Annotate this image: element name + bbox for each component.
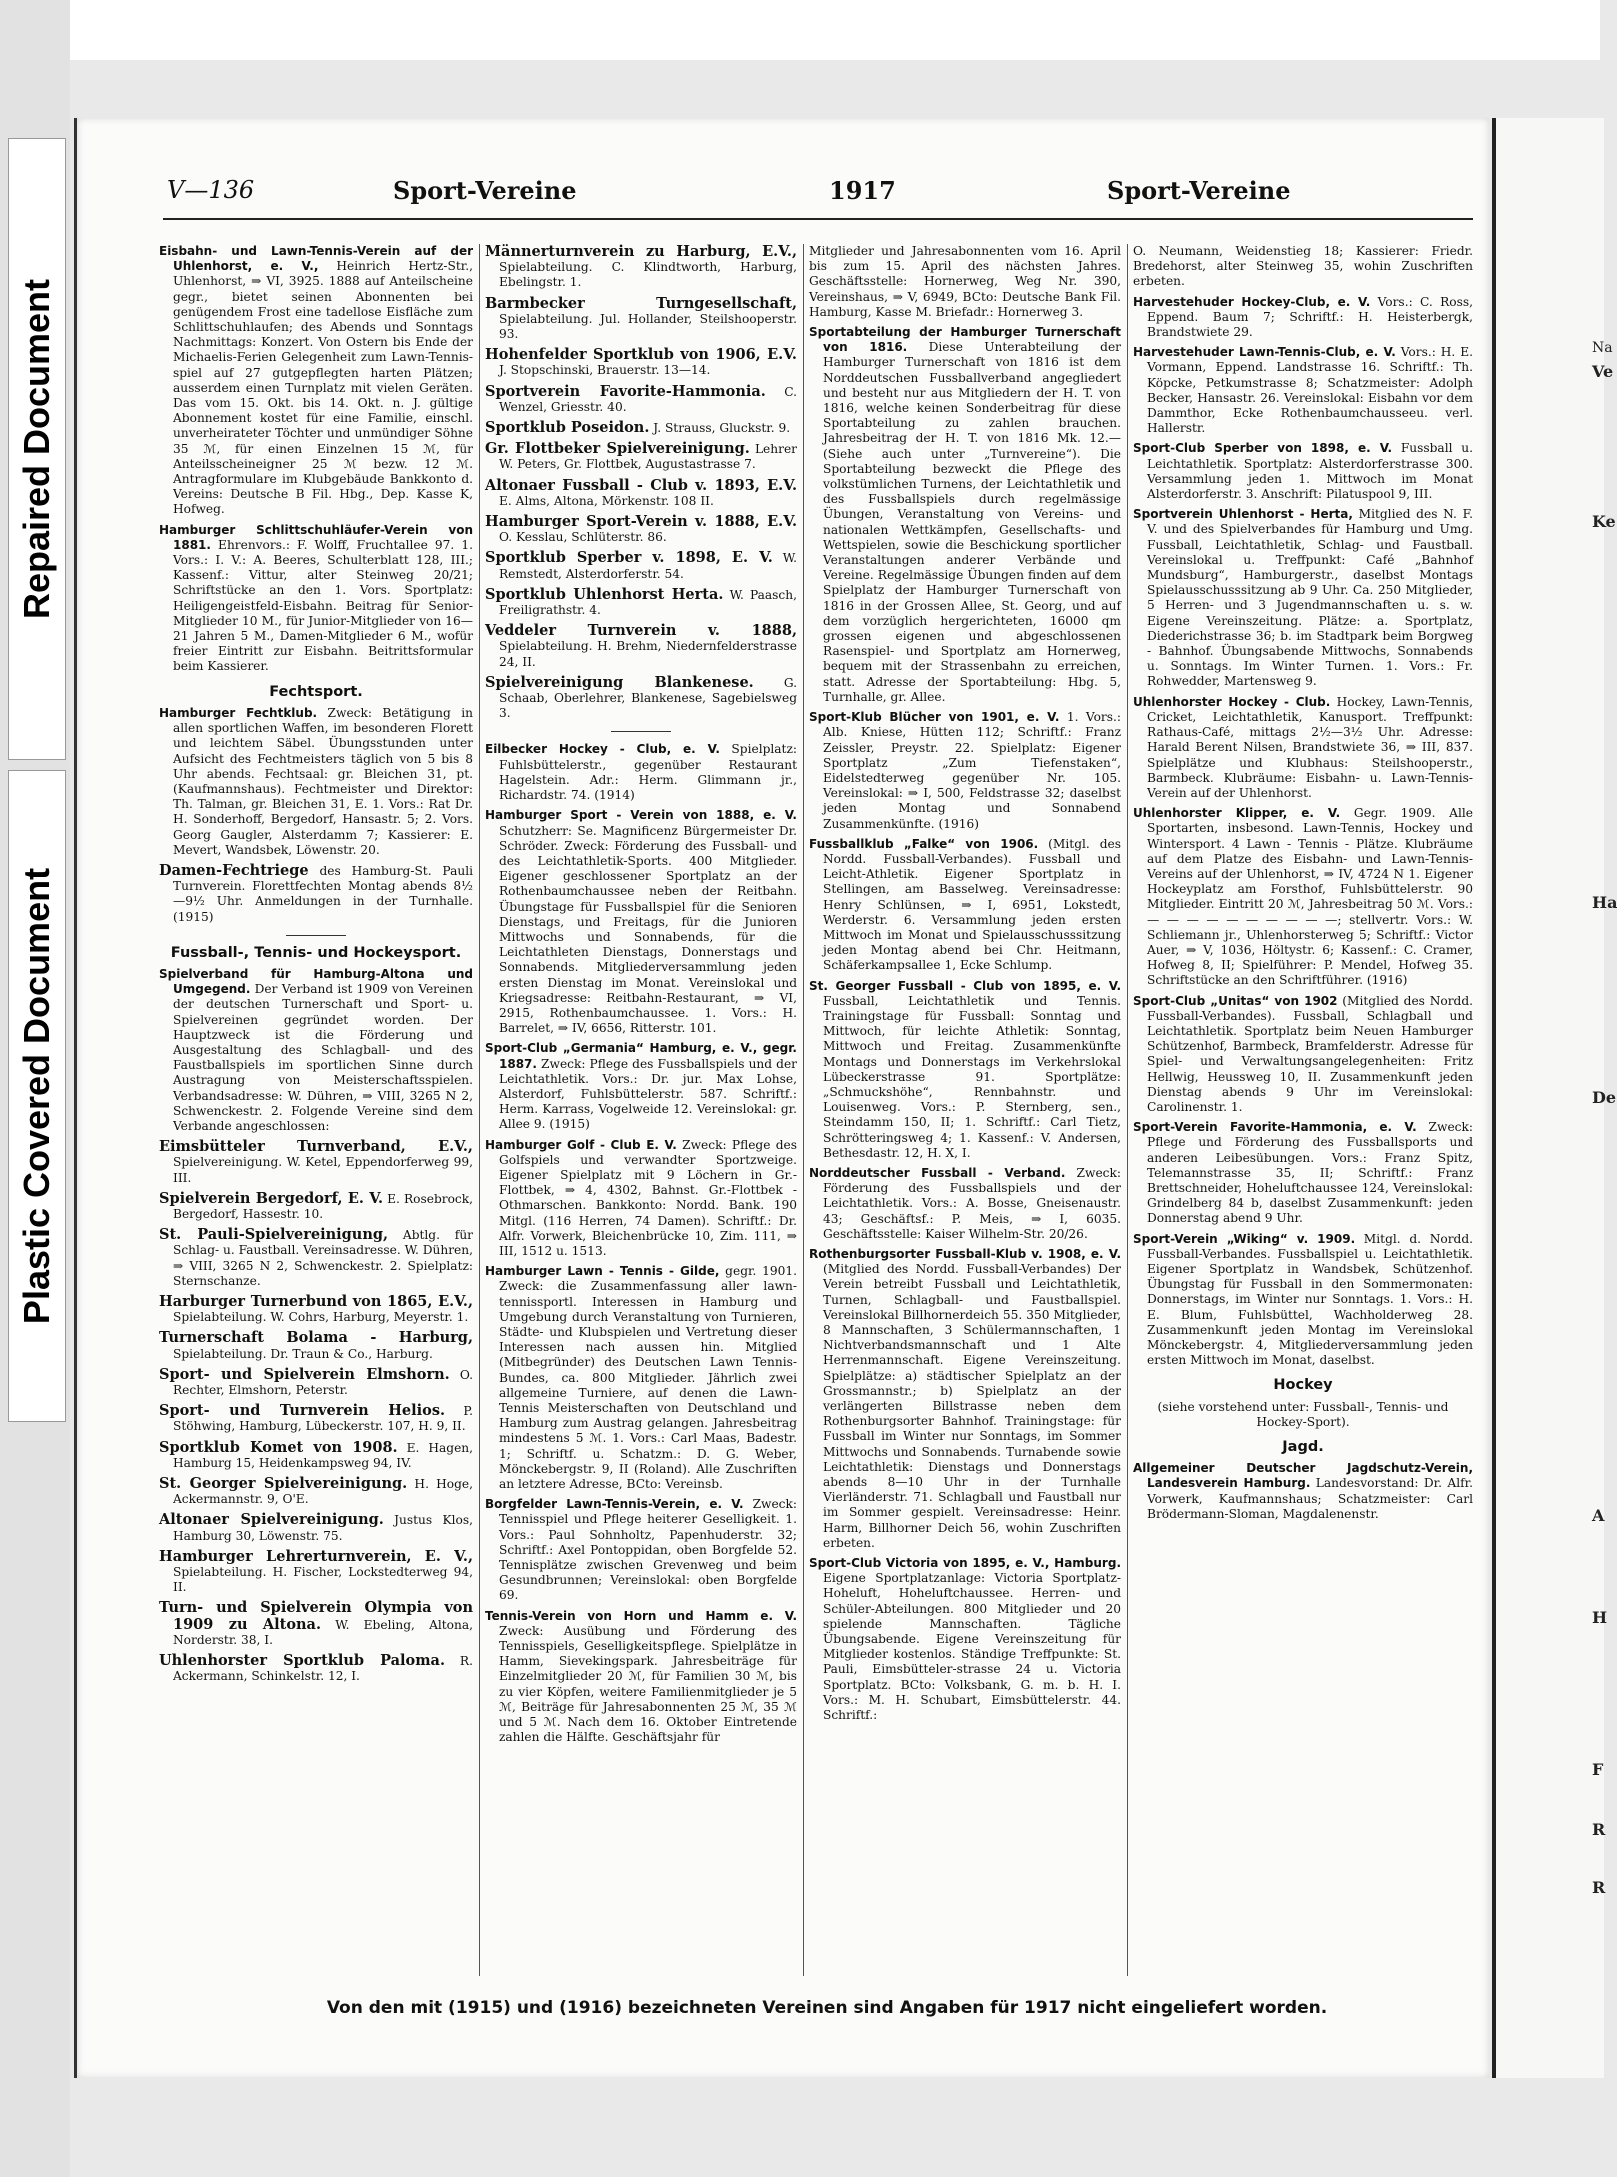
- club-entry: [1133, 806, 1473, 988]
- club-name: Altonaer Fussball - Club v. 1893, E.V.: [485, 476, 797, 494]
- repaired-document-text: Repaired Document: [16, 278, 57, 620]
- club-entry: [809, 1556, 1121, 1723]
- right-fragment: Ve: [1592, 362, 1614, 381]
- club-name: Tennis-Verein von Horn und Hamm e. V.: [485, 1608, 797, 1623]
- club-entry: [159, 1139, 473, 1186]
- club-details: Zweck: Betätigung in allen sportlichen Waffen, im besonderen Florett und leichtem Säbel. Übungsstunden unter Aufsicht des Fechtmeisters täglich von 5 bis 8 Uhr abends. Fechtsaal: gr. Bleichen 31, pt. (Kaufmannshaus). Fechtmeister und Direktor: Th. Talman, gr. Bleichen 31, E. 1. Vors.: Rat Dr. H. Sonderhoff, Bergedorf, Hansastr. 5; 2. Vors. Georg Gaugler, Alsterdamm 7; Kassierer: E. Mevert, Wandsbek, Löwenstr. 20.: [173, 705, 474, 857]
- club-details: W. Remstedt, Alsterdorferstr. 54.: [499, 551, 797, 581]
- section-rule: [286, 935, 346, 936]
- club-details: Vors.: C. Ross, Eppend. Baum 7; Schriftf.: H. Heisterbergk, Brandstwiete 29.: [1147, 294, 1473, 340]
- club-entry: [809, 1247, 1121, 1551]
- club-details: Spielabteilung. Dr. Traun & Co., Harburg.: [173, 1346, 433, 1361]
- club-name: Norddeutscher Fussball - Verband.: [809, 1165, 1066, 1180]
- club-details: O. Kesslau, Schlüterstr. 86.: [499, 530, 667, 545]
- right-fragment: Ke: [1592, 512, 1616, 531]
- club-name: Sport- und Turnverein Helios.: [159, 1402, 446, 1420]
- club-name: Allgemeiner Deutscher Jagdschutz-Verein, Landesverein Hamburg.: [1133, 1461, 1473, 1491]
- year-heading: 1917: [829, 176, 896, 205]
- club-entry: [485, 514, 797, 545]
- club-entry: [159, 1191, 473, 1222]
- club-name: Sport-Club „Unitas“ von 1902: [1133, 993, 1338, 1008]
- club-entry: [485, 587, 797, 618]
- club-details: Spielabteilung. C. Klindtworth, Harburg, Ebelingstr. 1.: [499, 260, 797, 290]
- club-entry: [485, 1138, 797, 1260]
- club-details: Zweck: Förderung des Fussballspiels und der Leichtathletik. Vors.: A. Bosse, Gneisenaustr. 43; Geschäftsf.: P. Meis, ⇒ I, 6035. Geschäftsstelle: Kaiser Wilhelm-Str. 20/26.: [823, 1165, 1121, 1241]
- club-entry: [159, 967, 473, 1134]
- club-name: Sport- und Spielverein Elmshorn.: [159, 1365, 450, 1383]
- club-entry: [809, 837, 1121, 974]
- club-name: St. Pauli-Spielvereinigung,: [159, 1226, 389, 1244]
- club-entry: [159, 1440, 473, 1471]
- club-entry: [159, 1367, 473, 1398]
- club-name: St. Georger Fussball - Club von 1895, e. V.: [809, 978, 1121, 993]
- club-details: W. Paasch, Freiligrathstr. 4.: [499, 587, 797, 618]
- club-name: Barmbecker Turngesellschaft,: [485, 294, 797, 312]
- club-name: St. Georger Spielvereinigung.: [159, 1475, 408, 1493]
- club-entry: [485, 808, 797, 1036]
- club-entry: [1133, 507, 1473, 689]
- adjacent-page-edge: [1492, 118, 1617, 2078]
- club-name: Harvestehuder Lawn-Tennis-Club, e. V.: [1133, 345, 1396, 360]
- club-name: Sport-Club „Germania“ Hamburg, e. V., gegr. 1887.: [485, 1041, 797, 1071]
- club-entry: [159, 1403, 473, 1434]
- club-name: Männerturnverein zu Harburg, E.V.,: [485, 243, 797, 260]
- text-column-4: [1133, 244, 1473, 1976]
- continued-text: Mitglieder und Jahresabonnenten vom 16. April bis zum 15. April des nächsten Jahres. Geschäftsstelle: Hornerweg, Weg Nr. 390, Vereinshaus, ⇒ V, 6949, BCto: Deutsche Bank Fil. Hamburg, Kasse M. Briefadr.: Hornerweg 3.: [809, 244, 1121, 319]
- club-name: Sportklub Komet von 1908.: [159, 1438, 398, 1456]
- club-details: Mitglied des N. F. V. und des Spielverbandes für Hamburg und Umg. Fussball, Leichtathletik, Schlag- und Faustball. Vereinslokal u. Treffpunkt: Café „Bahnhof Mundsburg“, Hamburgerstr., daselbst Montags Spielausschusssitzung ab 9 Uhr. Ca. 250 Mitglieder, 5 Herren- und 3 Jugendmannschaften u. s. w. Eigene Vereinszeitung. Plätze: a. Sportplatz, Diederichstrasse 36; b. im Stadtpark beim Borgweg - Bahnhof. Übungsabende Mittwochs, Sonnabends u. Sonntags. Im Winter Turnen. 1. Vors.: Fr. Rohwedder, Martensweg 9.: [1147, 507, 1474, 689]
- club-name: Spielverein Bergedorf, E. V.: [159, 1189, 383, 1207]
- column-divider: [803, 244, 804, 1976]
- section-heading: Fechtsport.: [269, 683, 363, 700]
- club-details: (Mitglied des Nordd. Fussball-Verbandes) Der Verein betreibt Fussball und Leichtathletik, Turnen, Schlagball- und Faustballspiel. Vereinslokal Billhornerdeich 55. 350 Mitglieder, 8 Mannschaften, 3 Schülermannschaften, 1 Nichtverbandsmannschaft und 1 Alte Herrenmannschaft. Eigene Vereinszeitung. Spielplätze: a) städtischer Spielplatz an der Grossmannstr.; b) Spielplatz an der verlängerten Billstrasse neben dem Rothenburgsorter Bahnhof. Trainingstage: für Fussball im Winter nur Sonntags, im Sommer Mittwochs und Sonnabends. Turnabende sowie Leichtathletik: Dienstags und Donnerstags abends 8—10 Uhr in der Turnhalle Vierländerstr. 71. Schlagball und Faustball nur im Sommer gespielt. Vereinsadresse: Heinr. Harm, Billhorner Deich 56, wohin Zuschriften erbeten.: [823, 1262, 1121, 1550]
- club-name: Hamburger Sport-Verein v. 1888, E.V.: [485, 513, 797, 531]
- club-details: Spielplatz: Fuhlsbüttelerstr., gegenüber Restaurant Hagelstein. Adr.: Herm. Glimmann jr., Richardstr. 74. (1914): [499, 742, 797, 803]
- directory-page: [74, 118, 1489, 2078]
- club-entry: [485, 384, 797, 415]
- page-number: V—136: [167, 176, 255, 204]
- club-details: Spielabteilung. W. Cohrs, Harburg, Meyerstr. 1.: [173, 1310, 469, 1325]
- club-details: W. Ebeling, Altona, Norderstr. 38, I.: [173, 1617, 474, 1647]
- club-entry: [159, 706, 473, 858]
- club-entry: [485, 420, 797, 436]
- club-name: Sportklub Uhlenhorst Herta.: [485, 585, 724, 603]
- club-entry: [159, 1227, 473, 1289]
- club-entry: [1133, 695, 1473, 801]
- club-details: Mitgl. d. Nordd. Fussball-Verbandes. Fussballspiel u. Leichtathletik. Eigener Sportplatz in Wandsbek, Schützenhof. Übungstag für Fussball in den Sommermonaten: Donnerstags, im Winter nur Sonntags. 1. Vors.: H. E. Blum, Fuhlsbüttel, Wachholderweg 28. Zusammenkunft jeden Montag im Vereinslokal Mönckebergstr. 4, Mitgliederversammlung jeden ersten Mittwoch im Monat, daselbst.: [1147, 1231, 1473, 1368]
- club-name: Harvestehuder Hockey-Club, e. V.: [1133, 294, 1371, 309]
- club-details: C. Wenzel, Griesstr. 40.: [499, 384, 797, 414]
- club-entry: [159, 244, 473, 518]
- right-fragment: R: [1592, 1820, 1606, 1839]
- club-name: Eilbecker Hockey - Club, e. V.: [485, 742, 720, 757]
- club-name: Uhlenhorster Hockey - Club.: [1133, 694, 1331, 709]
- right-fragment: Na: [1592, 340, 1613, 356]
- club-details: P. Stöhwing, Hamburg, Lübeckerstr. 107, H. 9, II.: [173, 1404, 473, 1434]
- club-entry: [159, 1294, 473, 1325]
- club-details: Heinrich Hertz-Str., Uhlenhorst, ⇒ VI, 3925. 1888 auf Anteilscheine gegr., bietet seinen Abonnenten bei genügendem Frost eine tadellose Eisfläche zum Schlittschuhlaufen; des Abends und Sonntags Nachmittags: Konzert. Von Ostern bis Ende der Michaelis-Ferien Gelegenheit zum Lawn-Tennis-spiel auf 27 gutgepflegten harten Plätzen; ausserdem einen Turnplatz mit vielen Geräten. Das vom 15. Okt. bis 14. Okt. n. J. gültige Abonnement kostet für eine Familie, einschl. unverheirateter Töchter und unmündiger Söhne 35 ℳ, für einen Einzelnen 15 ℳ, für Anteilsscheineigner 25 ℳ bezw. 12 ℳ. Antragformulare im Klubgebäude Bankkonto d. Vereins: Deutsche B Fil. Hbg., Dep. Kasse K, Hofweg.: [173, 259, 473, 517]
- club-name: Sportverein Favorite-Hammonia.: [485, 382, 766, 400]
- section-rule: [611, 731, 671, 732]
- club-name: Eisbahn- und Lawn-Tennis-Verein auf der Uhlenhorst, e. V.,: [159, 244, 473, 274]
- club-name: Hamburger Lehrerturnverein, E. V.,: [159, 1547, 473, 1565]
- club-name: Sport-Verein „Wiking“ v. 1909.: [1133, 1231, 1356, 1246]
- right-fragment: H: [1592, 1608, 1608, 1627]
- club-name: Altonaer Spielvereinigung.: [159, 1511, 384, 1529]
- section-heading: Fussball-, Tennis- und Hockeysport.: [170, 944, 462, 961]
- club-entry: [159, 523, 473, 675]
- right-fragment: Ha: [1592, 893, 1617, 912]
- club-entry: [159, 1476, 473, 1507]
- club-details: Hockey, Lawn-Tennis, Cricket, Leichtathletik, Kanusport. Treffpunkt: Rathaus-Café, mittags 2½—3½ Uhr. Adresse: Harald Berent Nilsen, Brandstwiete 36, ⇒ III, 837. Spielplätze und Klubhaus: Steilshooperstr., Barmbeck. Klubräume: Eisbahn- u. Lawn-Tennis-Verein auf der Uhlenhorst.: [1147, 694, 1473, 800]
- club-name: Sportverein Uhlenhorst - Herta,: [1133, 507, 1353, 522]
- column-divider: [479, 244, 480, 1976]
- club-details: Der Verband ist 1909 von Vereinen der deutschen Turnerschaft und Sport- u. Spielvereinen gegründet worden. Der Hauptzweck ist die Förderung und Ausgestaltung des Schlagball- und des Faustballspiels im sportlichen Sinne durch Austragung von Meisterschaftsspielen. Verbandsadresse: W. Dühren, ⇒ VIII, 3265 N 2, Schwenckestr. 2. Folgende Vereine sind dem Verbande angeschlossen:: [173, 982, 473, 1133]
- club-details: (Mitglied des Nordd. Fussball-Verbandes). Fussball, Schlagball und Leichtathletik. Sportplatz beim Neuen Hamburger Schützenhof, Barmbeck, Bramfelderstr. Adresse für Spiel- und Verwaltungsangelegenheiten: Fritz Hellwig, Heussweg 10, II. Zusammenkunft jeden Dienstag abends 9 Uhr im Vereinslokal: Carolinenstr. 1.: [1147, 993, 1474, 1114]
- cross-reference-note: (siehe vorstehend unter: Fussball-, Tennis- und Hockey-Sport).: [1157, 1399, 1449, 1429]
- club-entry: [485, 441, 797, 472]
- club-name: Sport-Club Sperber von 1898, e. V.: [1133, 441, 1393, 456]
- club-entry: [485, 244, 797, 291]
- club-entry: [1133, 441, 1473, 502]
- club-entry: [1133, 994, 1473, 1116]
- right-fragment: A: [1592, 1506, 1605, 1525]
- club-entry: [1133, 345, 1473, 436]
- club-details: des Hamburg-St. Pauli Turnverein. Florettfechten Montag abends 8½—9½ Uhr. Anmeldungen in der Turnhalle. (1915): [173, 863, 473, 924]
- club-name: Hamburger Golf - Club E. V.: [485, 1137, 677, 1152]
- club-details: R. Ackermann, Schinkelstr. 12, I.: [173, 1654, 473, 1684]
- club-details: Fussball, Leichtathletik und Tennis. Trainingstage für Fussball: Sonntag und Mittwoch, für leichte Athletik: Sonntag, Mittwoch und Freitag. Zusammenkünfte Montags und Donnerstags im Verkehrslokal Lübeckerstrasse 91. Sportplätze: „Schmuckshöhe“, Rennbahnstr. und Louisenweg. Vors.: P. Sternberg, sen., Steindamm 150, II; 1. Schriftf.: Carl Tietz, Schrötteringsweg 4; 1. Kassenf.: V. Andersen, Bethesdastr. 12, H. X, I.: [823, 993, 1121, 1160]
- club-details: Eigene Sportplatzanlage: Victoria Sportplatz-Hoheluft, Hoheluftchaussee. Herren- und Schüler-Abteilungen. 800 Mitglieder und 20 spielende Mannschaften. Tägliche Übungsabende. Eigene Vereinszeitung für Mitglieder kostenlos. Ständige Treffpunkte: St. Pauli, Eimsbütteler-strasse 24 u. Victoria Sportplatz. BCto: Volksbank, G. m. b. H. I. Vors.: M. H. Schubart, Eimsbüttelerstr. 44. Schriftf.:: [823, 1571, 1121, 1723]
- club-name: Hamburger Lawn - Tennis - Gilde,: [485, 1264, 720, 1279]
- club-details: gegr. 1901. Zweck: die Zusammenfassung aller lawn-tennissportl. Interessen in Hamburg und Umgebung durch Veranstaltung von Turnieren, Städte- und Klubspielen und Vertretung dieser Interessen nach aussen hin. Mitglied (Mitbegründer) des Deutschen Lawn Tennis-Bundes, ca. 800 Mitglieder. Jährlich zwei allgemeine Turniere, auf denen die Lawn-Tennis Meisterschaften von Deutschland und Hamburg zum Austrag gelangen. Jahresbeitrag mindestens 5 ℳ. 1. Vors.: Carl Maas, Badestr. 1; Schriftf. u. Schatzm.: D. G. Weber, Mönckebergstr. 9, II (Roland). Alle Zuschriften an letztere Adresse, BCto: Vereinsb.: [499, 1264, 797, 1492]
- club-name: Turnerschaft Bolama - Harburg,: [159, 1329, 473, 1347]
- club-details: Spielabteilung. H. Fischer, Lockstedterweg 94, II.: [173, 1565, 473, 1595]
- scan-margin-top: [0, 0, 1600, 60]
- text-column-3: [809, 244, 1121, 1976]
- club-entry: [809, 1166, 1121, 1242]
- club-details: Zweck: Tennisspiel und Pflege heiterer Geselligkeit. 1. Vors.: Paul Sohnholtz, Papenhuderstr. 32; Schriftf.: Axel Pontoppidan, oben Borgfelde 52. Tennisplätze zwischen Grevenweg und beim Gesundbrunnen; Vereinslokal: oben Borgfelde 69.: [499, 1497, 797, 1603]
- club-entry: [485, 1497, 797, 1603]
- club-name: Harburger Turnerbund von 1865, E.V.,: [159, 1293, 473, 1310]
- club-details: J. Stopschinski, Brauerstr. 13—14.: [499, 363, 711, 378]
- club-details: Spielabteilung. Jul. Hollander, Steilshooperstr. 93.: [499, 311, 797, 342]
- right-running-title: Sport-Vereine: [1107, 176, 1291, 205]
- club-name: Hohenfelder Sportklub von 1906, E.V.: [485, 346, 797, 364]
- header-rule: [163, 218, 1473, 220]
- text-column-1: [159, 244, 473, 1976]
- club-details: Ehrenvors.: F. Wolff, Fruchtallee 97. 1. Vors.: I. V.: A. Beeres, Schulterblatt 128, III.; Kassenf.: Vittur, alter Steinweg 20/21; Schriftstücke an den 1. Vors. Sportplatz: Heiligengeistfeld-Eisbahn. Beitrag für Senior-Mitglieder 10 M., für Junior-Mitglieder von 16—21 Jahren 5 M., Damen-Mitglieder 6 M., wofür freier Eintritt zur Eisbahn. Beitrittsformular beim Kassierer.: [173, 537, 473, 674]
- club-details: Zweck: Pflege des Golfspiels und verwandter Sportzweige. Eigener Spielplatz mit 9 Löchern in Gr.-Flottbek, ⇒ 4, 4302, Bahnst. Gr.-Flottbek - Othmarschen. Bankkonto: Nordd. Bank. 190 Mitgl. (116 Herren, 74 Damen). Schriftf.: Dr. Alfr. Vorwerk, Bleichenbrücke 10, Zim. 111, ⇒ III, 1512 u. 1513.: [499, 1137, 797, 1258]
- club-details: E. Hagen, Hamburg 15, Heidenkampsweg 94, IV.: [173, 1440, 474, 1470]
- club-details: Spielvereinigung. W. Ketel, Eppendorferweg 99, III.: [173, 1155, 473, 1185]
- club-details: (Mitgl. des Nordd. Fussball-Verbandes). Fussball und Leicht-Athletik. Eigener Sportplatz in Stellingen, am Basselweg. Vereinsadresse: Henry Schlünsen, ⇒ I, 6951, Lokstedt, Werderstr. 6. Versammlung jeden ersten Mittwoch im Monat und Spielausschusssitzung jeden Montag abend bei Chr. Heitmann, Schäferkampsallee 1, Ecke Schlump.: [823, 836, 1121, 973]
- running-header: [163, 176, 1473, 216]
- footer-note: Von den mit (1915) und (1916) bezeichneten Vereinen sind Angaben für 1917 nicht eingeliefert worden.: [326, 1998, 1328, 2018]
- club-name: Veddeler Turnverein v. 1888,: [485, 622, 797, 640]
- club-name: Spielverband für Hamburg-Altona und Umgegend.: [159, 966, 473, 997]
- club-name: Hamburger Fechtklub.: [159, 705, 318, 720]
- club-name: Sportabteilung der Hamburger Turnerschaft von 1816.: [809, 325, 1121, 355]
- club-details: H. Hoge, Ackermannstr. 9, O'E.: [173, 1477, 473, 1507]
- club-details: E. Alms, Altona, Mörkenstr. 108 II.: [499, 493, 714, 508]
- club-entry: [485, 623, 797, 670]
- club-name: Turn- und Spielverein Olympia von 1909 zu Altona.: [159, 1599, 473, 1633]
- repaired-document-label: [8, 138, 66, 760]
- club-name: Sportklub Sperber v. 1898, E. V.: [485, 549, 773, 567]
- binding-spine: [0, 0, 70, 2177]
- club-name: Borgfelder Lawn-Tennis-Verein, e. V.: [485, 1497, 744, 1512]
- club-details: O. Rechter, Elmshorn, Peterstr.: [173, 1367, 474, 1398]
- club-entry: [809, 710, 1121, 832]
- club-name: Sportklub Poseidon.: [485, 419, 650, 437]
- club-name: Sport-Klub Blücher von 1901, e. V.: [809, 710, 1060, 725]
- club-details: Zweck: Ausübung und Förderung des Tennisspiels, Geselligkeitspflege. Spielplätze in Hamm, Sievekingspark. Jahresbeiträge für Einzelmitglieder 20 ℳ, für Familien 30 ℳ, bis zu vier Köpfen, weitere Familienmitglieder je 5 ℳ, Beiträge für Jahresabonnenten 25 ℳ, 35 ℳ und 5 ℳ. Nach dem 16. Oktober Eintretende zahlen die Hälfte. Geschäftsjahr für: [499, 1623, 797, 1745]
- club-entry: [485, 550, 797, 581]
- club-details: Lehrer W. Peters, Gr. Flottbek, Augustastrasse 7.: [499, 442, 797, 472]
- club-entry: [485, 296, 797, 343]
- right-fragment: De: [1592, 1088, 1617, 1107]
- club-name: Hamburger Schlittschuhläufer-Verein von 1881.: [159, 522, 473, 552]
- club-entry: [159, 1330, 473, 1361]
- club-name: Gr. Flottbeker Spielvereinigung.: [485, 440, 750, 458]
- club-name: Sport-Club Victoria von 1895, e. V., Hamburg.: [809, 1556, 1121, 1571]
- left-running-title: Sport-Vereine: [393, 176, 577, 205]
- club-entry: [159, 1512, 473, 1543]
- club-details: Gegr. 1909. Alle Sportarten, insbesond. Lawn-Tennis, Hockey und Wintersport. 4 Lawn - Tennis - Plätze. Klubräume auf dem Platze des Eisbahn- und Lawn-Tennis-Vereins auf der Uhlenhorst, ⇒ IV, 4724 N 1. Eigener Hockeyplatz am Forsthof, Fuhlsbüttelerstr. 90 Mitglieder. Eintritt 20 ℳ, Jahresbeitrag 50 ℳ. Vors.: — — — — — — — — — —; stellvertr. Vors.: W. Schliemann jr., Uhlenhorsterweg 5; Schriftf.: Victor Auer, ⇒ V, 1036, Höltystr. 6; Kassenf.: C. Cramer, Hofweg 8, II; Spielführer: P. Mendel, Hofweg 35. Schriftstücke an den Schriftführer. (1916): [1147, 806, 1473, 988]
- club-entry: [485, 1609, 797, 1746]
- club-name: Rothenburgsorter Fussball-Klub v. 1908, e. V.: [809, 1247, 1121, 1261]
- club-details: Spielabteilung. H. Brehm, Niedernfelderstrasse 24, II.: [499, 639, 797, 669]
- right-fragment: R: [1592, 1878, 1606, 1897]
- plastic-covered-document-label: [8, 770, 66, 1422]
- club-details: Diese Unterabteilung der Hamburger Turnerschaft von 1816 ist dem Norddeutschen Fussballverband angegliedert und besteht nur aus Mitgliedern der H. T. von 1816, welche keinen Sonderbeitrag für diese Sportabteilung zu zahlen brauchen. Jahresbeitrag der H. T. von 1816 Mk. 12.— (Siehe auch unter „Turnvereine“). Die Sportabteilung bezweckt die Pflege des volkstümlichen Turnens, der Leichtathletik und des Fussballspiels durch regelmässige Übungen, Veranstaltung von Vereins- und nationalen Wettkämpfen, Gesellschafts- und Wettspielen, sowie die Beschickung sportlicher Veranstaltungen anderer Verbände und Vereine. Regelmässige Übungen finden auf dem Spielplatz der Hamburger Turnerschaft von 1816 in der Grossen Allee, St. Georg, und auf dem vorzüglich hergerichteten, 16000 qm grossen eigenen und abgeschlossenen Rasenspiel- und Sportplatz am Hornerweg, bequem mit der Strassenbahn zu erreichen, statt. Adresse der Sportabteilung: Hbg. 5, Turnhalle, gr. Allee.: [823, 340, 1122, 704]
- club-details: Zweck: Pflege und Förderung des Fussballsports und anderen Leibesübungen. Vors.: Franz Spitz, Telemannstrasse 35, II; Schriftf.: Franz Brettschneider, Hoheluftchaussee 124, Vereinslokal: Grindelberg 84 b, daselbst Zusammenkunft: jeden Donnerstag abend 9 Uhr.: [1147, 1120, 1473, 1226]
- club-entry: [485, 478, 797, 509]
- club-details: Schutzherr: Se. Magnificenz Bürgermeister Dr. Schröder. Zweck: Förderung des Fussball- und des Leichtathletik-Sports. 400 Mitglieder. Eigener geschlossener Sportplatz an der Rothenbaumchaussee neben der Reitbahn. Übungstage für Fussballspiel für die Senioren Dienstags, und Freitags, für die Junioren Mittwochs und Sonnabends, für die Leichtathleten Dienstags, Donnerstags und Sonnabends. Mitgliederversammlung jeden ersten Dienstag im Monat. Vereinslokal und Kriegsadresse: Reitbahn-Restaurant, ⇒ VI, 2915, Rothenbaumchaussee. 1. Vors.: H. Barrelet, ⇒ IV, 6656, Ritterstr. 101.: [499, 823, 797, 1036]
- club-name: Uhlenhorster Klipper, e. V.: [1133, 806, 1341, 821]
- club-entry: [485, 675, 797, 722]
- club-entry: [1133, 1232, 1473, 1369]
- section-heading: Hockey: [1273, 1377, 1333, 1394]
- club-name: Sport-Verein Favorite-Hammonia, e. V.: [1133, 1120, 1417, 1135]
- club-entry: [485, 1041, 797, 1132]
- club-details: Zweck: Pflege des Fussballspiels und der Leichtathletik. Vors.: Dr. jur. Max Lohse, Alsterdorf, Fuhlsbüttelerstr. 587. Schriftf.: Herm. Karrass, Vogelweide 12. Vereinslokal: gr. Allee 9. (1915): [499, 1056, 797, 1132]
- club-name: Fussballklub „Falke“ von 1906.: [809, 836, 1039, 851]
- club-name: Hamburger Sport - Verein von 1888, e. V.: [485, 808, 797, 823]
- club-entry: [1133, 295, 1473, 341]
- club-details: 1. Vors.: Alb. Kniese, Hütten 112; Schriftf.: Franz Zeissler, Preystr. 22. Spielplatz: Eigener Sportplatz „Zum Tiefenstaken“, Eidelstedterweg gegenüber Nr. 105. Vereinslokal: ⇒ I, 500, Feldstrasse 32; daselbst jeden Montag und Sonnabend Zusammenkünfte. (1916): [823, 710, 1121, 831]
- club-entry: [159, 1653, 473, 1684]
- club-details: Justus Klos, Hamburg 30, Löwenstr. 75.: [173, 1513, 473, 1543]
- club-name: Damen-Fechtriege: [159, 861, 309, 879]
- club-entry: [1133, 1461, 1473, 1522]
- club-entry: [485, 1264, 797, 1492]
- club-details: Fussball u. Leichtathletik. Sportplatz: Alsterdorferstrasse 300. Versammlung jeden 1. Mittwoch im Monat Alsterdorferstr. 3. Anschrift: Pilatuspool 9, III.: [1147, 441, 1473, 502]
- club-entry: [809, 325, 1121, 705]
- club-details: G. Schaab, Oberlehrer, Blankenese, Sagebielsweg 3.: [499, 675, 797, 721]
- column-divider: [1127, 244, 1128, 1976]
- continued-text: O. Neumann, Weidenstieg 18; Kassierer: Friedr. Bredehorst, alter Steinweg 35, wohin Zuschriften erbeten.: [1133, 244, 1473, 289]
- section-heading: Jagd.: [1282, 1439, 1324, 1456]
- club-entry: [809, 979, 1121, 1161]
- club-details: E. Rosebrock, Bergedorf, Hassestr. 10.: [173, 1191, 473, 1221]
- right-fragment: F: [1592, 1760, 1604, 1779]
- club-entry: [485, 742, 797, 803]
- club-details: Abtlg. für Schlag- u. Faustball. Vereinsadresse. W. Dühren, ⇒ VIII, 3265 N 2, Schwenckestr. 2. Spielplatz: Sternschanze.: [173, 1228, 473, 1288]
- club-entry: [1133, 1120, 1473, 1226]
- club-entry: [159, 863, 473, 925]
- club-details: Vors.: H. E. Vormann, Eppend. Landstrasse 16. Schriftf.: Th. Köpcke, Petkumstrasse 8; Schatzmeister: Adolph Becker, Hansastr. 26. Vereinslokal: Eisbahn vor dem Dammthor, Ecke Rothenbaumchausseeu. verl. Hallerstr.: [1147, 345, 1473, 436]
- club-name: Spielvereinigung Blankenese.: [485, 673, 754, 691]
- club-entry: [485, 347, 797, 378]
- club-name: Uhlenhorster Sportklub Paloma.: [159, 1652, 445, 1670]
- plastic-covered-document-text: Plastic Covered Document: [16, 867, 57, 1325]
- club-name: Eimsbütteler Turnverband, E.V.,: [159, 1138, 473, 1156]
- club-entry: [159, 1549, 473, 1596]
- club-details: Landesvorstand: Dr. Alfr. Vorwerk, Kaufmannshaus; Schatzmeister: Carl Brödermann-Sloman, Magdalenenstr.: [1147, 1476, 1473, 1521]
- text-column-2: [485, 244, 797, 1976]
- club-details: J. Strauss, Gluckstr. 9.: [649, 421, 791, 436]
- club-entry: [159, 1600, 473, 1648]
